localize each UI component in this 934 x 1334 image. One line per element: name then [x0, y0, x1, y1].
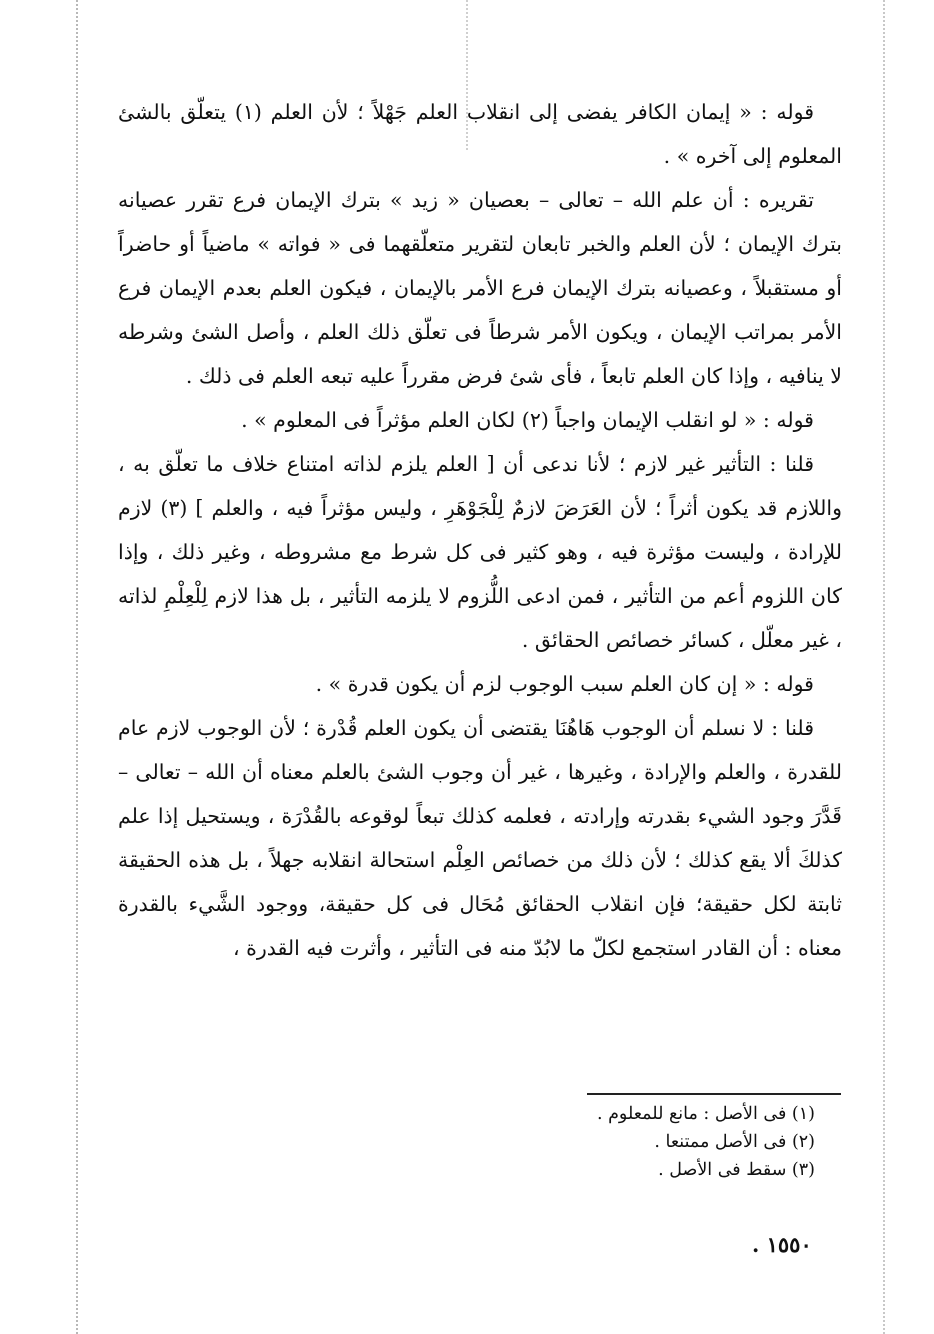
footnote-separator [587, 1093, 841, 1095]
scan-margin-dots-left [76, 0, 78, 1334]
footnote-2: (٢) فى الأصل ممتنعا . [654, 1132, 815, 1152]
main-text [118, 90, 842, 970]
footnote-1: (١) فى الأصل : مانع للمعلوم . [596, 1104, 815, 1124]
scan-margin-dots-right [883, 0, 885, 1334]
page-number: ١٥٥٠ . [752, 1232, 812, 1257]
paragraph-quote-2: قوله : « لو انقلب الإيمان واجباً (٢) لكان العلم مؤثراً فى المعلوم » . [241, 408, 814, 432]
paragraph-quote-1: قوله : « إيمان الكافر يفضى إلى انقلاب العلم جَهْلاً ؛ لأن العلم (١) يتعلّق بالشئ المعلوم إلى آخره » . [118, 100, 842, 168]
footnotes [500, 1100, 815, 1184]
paragraph-explanation: تقريره : أن علم الله – تعالى – بعصيان « زيد » بترك الإيمان فرع تقرر عصيانه بترك الإيمان ؛ لأن العلم والخبر تابعان لتقرير متعلّقهما فى « فواته » ماضياً أو حاضراً أو مستقبلاً ، وعصيانه بترك الإيمان فرع الأمر بالإيمان ، فيكون العلم بعدم الإيمان فرع الأمر بمراتب الإيمان ، ويكون الأمر شرطاً فى تعلّق ذلك العلم ، وأصل الشئ وشرطه لا ينافيه ، وإذا كان العلم تابعاً ، فأى شئ فرض مقرراً عليه تبعه العلم فى ذلك . [118, 188, 842, 388]
paragraph-reply-2: قلنا : لا نسلم أن الوجوب هَاهُنَا يقتضى أن يكون العلم قُدْرة ؛ لأن الوجوب لازم عام للقدرة ، والعلم والإرادة ، وغيرها ، غير أن وجوب الشئ بالعلم معناه أن الله – تعالى – قَدَّرَ وجود الشيء بقدرته وإرادته ، فعلمه كذلك تبعاً لوقوعه بالقُدْرَة ، ويستحيل إذا علم كذلكَ ألا يقع كذلك ؛ لأن ذلك من خصائص العِلْم استحالة انقلابه جهلاً ، بل هذه الحقيقة ثابتة لكل حقيقة؛ فإن انقلاب الحقائق مُحَال فى كل حقيقة، ووجود الشَّيء بالقدرة معناه : أن القادر استجمع لكلّ ما لابُدّ منه فى التأثير ، وأثرت فيه القدرة ، [118, 716, 842, 960]
footnote-3: (٣) سقط فى الأصل . [658, 1160, 815, 1180]
paragraph-reply-1: قلنا : التأثير غير لازم ؛ لأنا ندعى أن [ العلم يلزم لذاته امتناع خلاف ما تعلّق به ، واللازم قد يكون أثراً ؛ لأن العَرَضَ لازمٌ لِلْجَوْهَرِ ، وليس مؤثراً فيه ، والعلم ] (٣) لازم للإرادة ، وليست مؤثرة فيه ، وهو كثير فى كل شرط مع مشروطه ، وغير ذلك ، وإذا كان اللزوم أعم من التأثير ، فمن ادعى اللُّزوم لا يلزمه التأثير ، بل هذا لازم لِلْعِلْمِ لذاته ، غير معلّل ، كسائر خصائص الحقائق . [118, 452, 842, 652]
paragraph-quote-3: قوله : « إن كان العلم سبب الوجوب لزم أن يكون قدرة » . [315, 672, 814, 696]
